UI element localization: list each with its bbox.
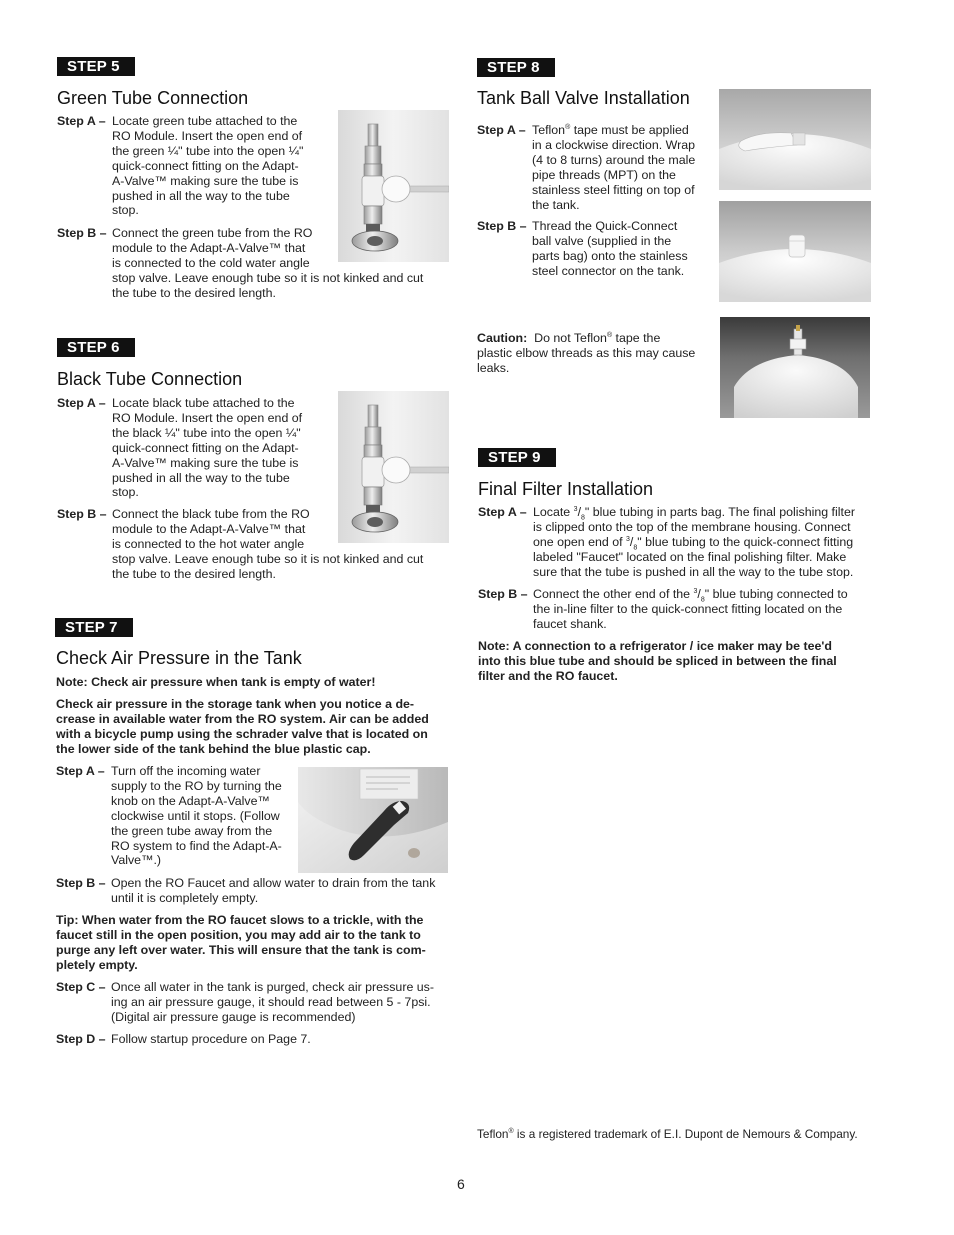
- step-label: Step D –: [56, 1032, 106, 1046]
- step8-caution: Caution: Do not Teflon® tape the plastic elbow threads as this may cause leaks.: [477, 331, 696, 375]
- step-label: Step C –: [56, 980, 106, 994]
- air-pressure-gauge-photo: [298, 767, 448, 873]
- step9-badge: STEP 9: [478, 448, 556, 467]
- step6-badge: STEP 6: [57, 338, 135, 357]
- step-text: Connect the green tube from the RO module to the Adapt-A-Valve™ that is connected to the cold water angle stop valve. Leave enough tube so it is not kinked and cut the tube to the desired length.: [112, 226, 424, 300]
- page-number: 6: [457, 1176, 465, 1192]
- step-label: Step A –: [57, 114, 106, 128]
- step-text: Turn off the incoming water supply to the RO by turning the knob on the Adapt-A-Valve™ clockwise until it stops. (Follow the green tube away from the RO system to find the Adapt-A- Valve™.): [111, 764, 282, 868]
- step-label: Step B –: [56, 876, 106, 890]
- step9-title: Final Filter Installation: [478, 479, 654, 499]
- caution-label: Caution:: [477, 331, 528, 345]
- step-text: Follow startup procedure on Page 7.: [111, 1032, 311, 1046]
- adapt-a-valve-photo: [338, 391, 449, 543]
- adapt-a-valve-photo: [338, 110, 449, 262]
- step-text: Connect the other end of the $^3/_8$" blue tubing connected to the in-line filter to the quick-connect fitting located on the faucet shank.: [533, 587, 848, 631]
- step5-title: Green Tube Connection: [57, 88, 249, 108]
- trademark-note: Teflon® is a registered trademark of E.I. Dupont de Nemours & Company.: [477, 1127, 858, 1141]
- tank-teflon-tape-photo: [719, 89, 871, 190]
- step-label: Step B –: [477, 219, 527, 233]
- step-text: Open the RO Faucet and allow water to drain from the tank until it is completely empty.: [111, 876, 436, 905]
- tank-ball-valve-photo: [719, 201, 871, 302]
- step-text: Teflon® tape must be applied in a clockwise direction. Wrap (4 to 8 turns) around the male pipe threads (MPT) on the stainless steel fitting on top of the tank.: [532, 123, 696, 212]
- step9-note: Note: A connection to a refrigerator / ice maker may be tee'd into this blue tube and should be spliced in between the final filter and the RO faucet.: [478, 639, 837, 683]
- step7-tip: Tip: When water from the RO faucet slows to a trickle, with the faucet still in the open position, you may add air to the tank to purge any left over water. This will ensure that the tank is com- pletely empty.: [56, 913, 426, 972]
- step-label: Step A –: [57, 396, 106, 410]
- step-text: Connect the black tube from the RO module to the Adapt-A-Valve™ that is connected to the hot water angle stop valve. Leave enough tube so it is not kinked and cut the tube to the desired length.: [112, 507, 424, 581]
- step-label: Step A –: [478, 505, 527, 519]
- step-text: Locate black tube attached to the RO Module. Insert the open end of the black ¼" tube into the open ¼" quick-connect fitting on the Adapt- A-Valve™ making sure the tube is pushed in all the way to the tube stop.: [112, 396, 303, 500]
- step-label: Step B –: [478, 587, 528, 601]
- step-text: Locate $^3/_8$" blue tubing in parts bag. The final polishing filter is clipped onto the top of the membrane housing. Connect one open end of $^3/_8$" blue tubing to the quick-connect fitting labeled "Faucet" located on the final polishing filter. Make sure that the tube is pushed in all the way to the tube stop.: [533, 505, 855, 579]
- tank-elbow-photo: [720, 317, 870, 418]
- step8-badge: STEP 8: [477, 58, 555, 77]
- step7-step-c: [56, 980, 451, 1026]
- step5-step-a: [57, 114, 322, 224]
- step7-intro: Check air pressure in the storage tank when you notice a de- crease in available water from the RO system. Air can be added with a bicycle pump using the schrader valve that is located on the lower side of the tank behind the blue plastic cap.: [56, 697, 429, 756]
- step7-step-d: [56, 1032, 451, 1048]
- step7-step-a: [56, 764, 296, 870]
- step-label: Step B –: [57, 226, 107, 240]
- step-label: Step A –: [56, 764, 105, 778]
- step8-step-b: [477, 219, 712, 281]
- step-text: Locate green tube attached to the RO Module. Insert the open end of the green ¼" tube into the open ¼" quick-connect fitting on the Adapt- A-Valve™ making sure the tube is pushed in all the way to the tube stop.: [112, 114, 304, 218]
- step7-step-b: [56, 876, 451, 908]
- step8-step-a: [477, 123, 712, 213]
- step8-title: Tank Ball Valve Installation: [477, 88, 690, 108]
- step9-step-a: [478, 505, 878, 581]
- step6-step-a: [57, 396, 322, 506]
- step7-badge: STEP 7: [55, 618, 133, 637]
- step-label: Step A –: [477, 123, 526, 137]
- step-text: Thread the Quick-Connect ball valve (supplied in the parts bag) onto the stainless steel connector on the tank.: [532, 219, 688, 278]
- step7-note: Note: Check air pressure when tank is empty of water!: [56, 675, 376, 689]
- step-label: Step B –: [57, 507, 107, 521]
- step6-title: Black Tube Connection: [57, 369, 243, 389]
- step-text: Once all water in the tank is purged, check air pressure us- ing an air pressure gauge, it should read between 5 - 7psi. (Digital air pressure gauge is recommended): [111, 980, 434, 1024]
- step5-badge: STEP 5: [57, 57, 135, 76]
- step9-step-b: [478, 587, 878, 633]
- step7-title: Check Air Pressure in the Tank: [56, 648, 302, 668]
